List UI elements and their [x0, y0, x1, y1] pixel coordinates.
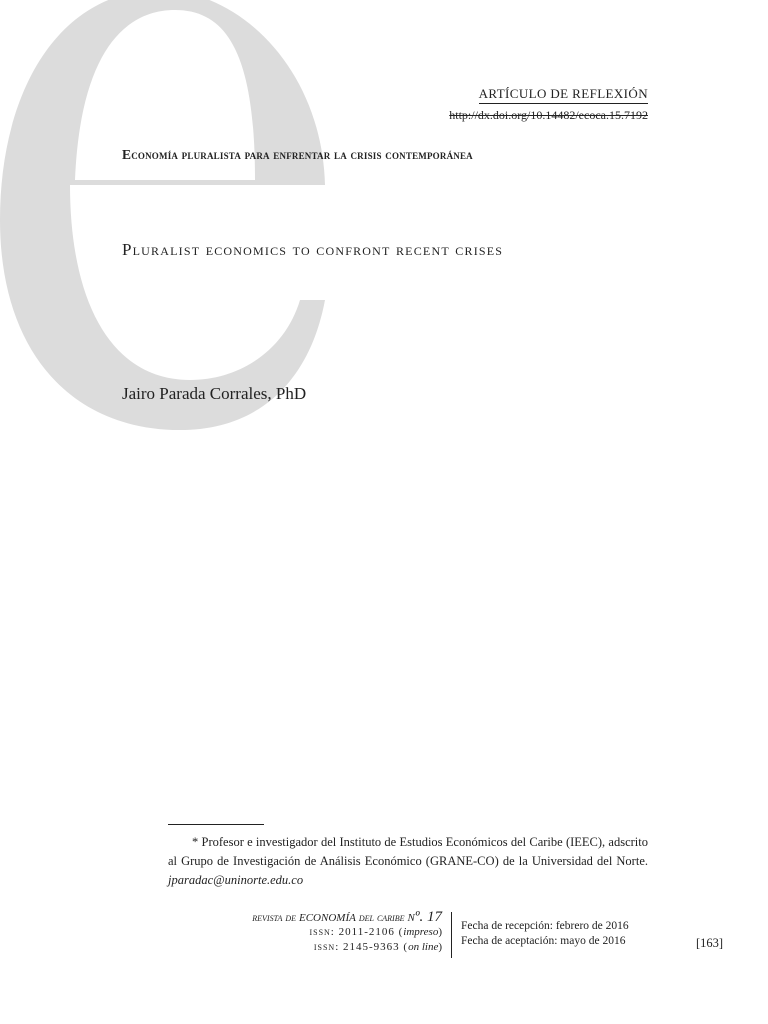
paren-close: ) [438, 926, 442, 938]
date-accepted: Fecha de aceptación: mayo de 2016 [461, 935, 626, 947]
journal-name-main: economía [299, 909, 356, 925]
footnote-text-a: Profesor e investigador del Instituto de Estudios Económicos del Caribe ( [201, 835, 571, 849]
issn-label-2: issn [313, 941, 336, 953]
journal-middle: del caribe [355, 910, 408, 924]
footnote-abbr-ieec: IEEC [570, 835, 598, 849]
footnote-text-b: ), adscrito al Grupo de Investigación de Análisis Económico ( [168, 835, 649, 868]
print-label: impreso [403, 926, 439, 938]
footnote-email[interactable]: jparadac@uninorte.edu.co [168, 873, 304, 887]
footnote-text-c: ) de la Universidad del Norte. [494, 854, 648, 868]
footnote-abbr-grane: GRANE-CO [429, 854, 495, 868]
doi-link[interactable]: http://dx.doi.org/10.14482/ecoca.15.7192 [449, 108, 648, 122]
author-name: Jairo Parada Corrales, PhD [122, 384, 307, 403]
journal-name [160, 910, 442, 925]
date-received: Fecha de recepción: febrero de 2016 [461, 920, 629, 932]
issn-print-number: : 2011-2106 ( [330, 926, 404, 938]
journal-divider [451, 912, 452, 958]
article-type-label: ARTÍCULO DE REFLEXIÓN [479, 86, 648, 104]
online-label: on line [408, 941, 439, 953]
decorative-letter-e [0, 0, 340, 440]
page-number: [163] [696, 936, 724, 950]
publication-dates [461, 919, 629, 949]
author-footnote [168, 833, 648, 890]
issn-print [160, 925, 442, 940]
journal-number: nº. 17 [407, 909, 442, 925]
issn-online-number: : 2145-9363 ( [335, 941, 409, 953]
issn-online [160, 940, 442, 955]
journal-info [160, 910, 442, 955]
paren-close-2: ) [438, 941, 442, 953]
footnote-rule [168, 824, 264, 825]
footnote-marker: * [192, 835, 202, 849]
title-spanish: Economía pluralista para enfrentar la crisis contemporánea [122, 147, 473, 162]
journal-prefix: revista de [252, 910, 299, 924]
issn-label: issn [309, 926, 331, 938]
title-english: Pluralist economics to confront recent crises [122, 240, 504, 259]
